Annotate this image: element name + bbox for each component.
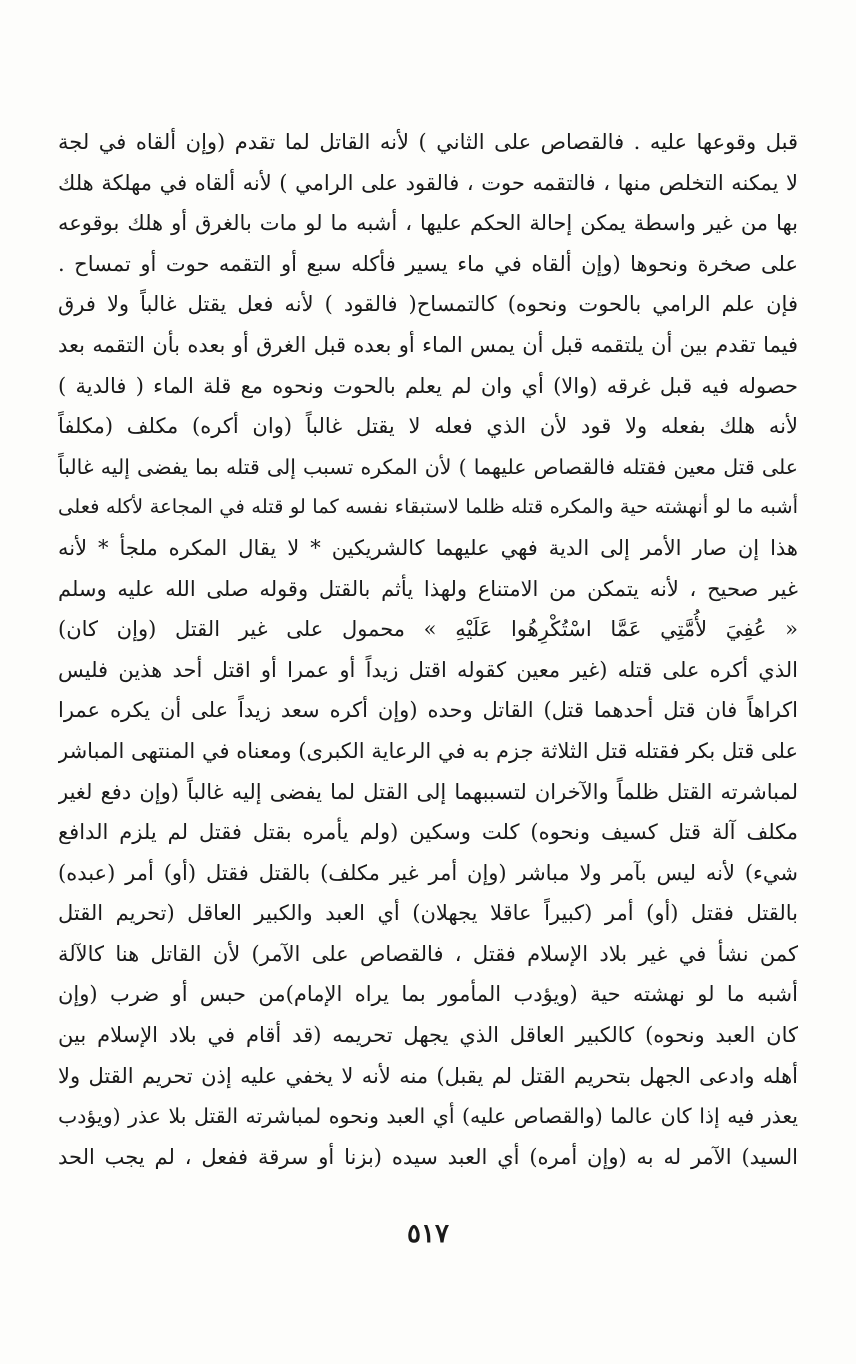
text-line: أشبه ما لو نهشته حية (ويؤدب المأمور بما يراه الإمام)من حبس أو ضرب (وإن [58, 982, 798, 1007]
text-line: على صخرة ونحوها (وإن ألقاه في ماء يسير فأكله سبع أو التقمه حوت أو تمساح . [58, 251, 798, 276]
text-line: أهله وادعى الجهل بتحريم القتل لم يقبل) منه لأنه لا يخفي عليه إذن تحريم القتل ولا [58, 1063, 798, 1088]
text-line: كمن نشأ في غير بلاد الإسلام فقتل ، فالقصاص على الآمر) لأن القاتل هنا كالآلة [58, 941, 798, 966]
text-line: كان العبد ونحوه) كالكبير العاقل الذي يجهل تحريمه (قد أقام في بلاد الإسلام بين [58, 1023, 798, 1048]
text-line: لمباشرته القتل ظلماً والآخران لتسببهما إلى القتل لما يفضى إليه غالباً (وإن دفع لغير [58, 779, 798, 804]
text-line: الذي أكره على قتله (غير معين كقوله اقتل زيداً أو عمرا أو اقتل أحد هذين فليس [58, 657, 798, 682]
text-line: على قتل معين فقتله فالقصاص عليهما ) لأن المكره تسبب إلى قتله بما يفضى إليه غالباً [58, 454, 798, 479]
text-line: هذا إن صار الأمر إلى الدية فهي عليهما كالشريكين * لا يقال المكره ملجأ * لأنه [58, 535, 798, 560]
text-line: لا يمكنه التخلص منها ، فالتقمه حوت ، فالقود على الرامي ) لأنه ألقاه في مهلكة هلك [58, 170, 798, 195]
text-line: اكراهاً فان قتل أحدهما قتل) القاتل وحده (وإن أكره سعد زيداً على أن يكره عمرا [58, 698, 798, 723]
text-line: لأنه هلك بفعله ولا قود لأن الذي فعله لا يقتل غالباً (وان أكره) مكلف (مكلفاً [58, 414, 798, 439]
text-line: أشبه ما لو أنهشته حية والمكره قتله ظلما لاستبقاء نفسه كما لو قتله في المجاعة لأكله فعلى [58, 495, 798, 519]
body-text [58, 122, 798, 1177]
text-line: غير صحيح ، لأنه يتمكن من الامتناع ولهذا يأثم بالقتل وقوله صلى الله عليه وسلم [58, 576, 798, 601]
text-line: فإن علم الرامي بالحوت ونحوه) كالتمساح( فالقود ) لأنه فعل يقتل غالباً ولا فرق [58, 292, 798, 317]
text-line: قبل وقوعها عليه . فالقصاص على الثاني ) لأنه القاتل لما تقدم (وإن ألقاه في لجة [58, 130, 798, 154]
text-line: مكلف آلة قتل كسيف ونحوه) كلت وسكين (ولم يأمره بقتل فقتل لم يلزم الدافع [58, 820, 798, 845]
text-line: بها من غير واسطة يمكن إحالة الحكم عليها ، أشبه ما لو مات بالغرق أو هلك بوقوعه [58, 211, 798, 236]
text-line: « عُفِيَ لأُمَّتِي عَمَّا اسْتُكْرِهُوا عَلَيْهِ » محمول على غير القتل (وإن كان) [58, 617, 798, 642]
text-line: يعذر فيه إذا كان عالما (والقصاص عليه) أي العبد ونحوه لمباشرته القتل بلا عذر (ويؤدب [58, 1104, 798, 1129]
page-number: ٥١٧ [407, 1219, 449, 1249]
text-line: السيد) الآمر له به (وإن أمره) أي العبد سيده (بزنا أو سرقة ففعل ، لم يجب الحد [58, 1144, 798, 1169]
text-line: بالقتل فقتل (أو) أمر (كبيراً عاقلا يجهلان) أي العبد والكبير العاقل (تحريم القتل [58, 901, 798, 926]
text-line: حصوله فيه قبل غرقه (والا) أي وان لم يعلم بالحوت ونحوه مع قلة الماء ( فالدية ) [58, 373, 798, 398]
text-line: فيما تقدم بين أن يلتقمه قبل أن يمس الماء أو بعده قبل الغرق أو بعده بأن التقمه بعد [58, 332, 798, 357]
text-line: شيء) لأنه ليس بآمر ولا مباشر (وإن أمر غير مكلف) بالقتل فقتل (أو) أمر (عبده) [58, 860, 798, 885]
text-line: على قتل بكر فقتله قتل الثلاثة جزم به في الرعاية الكبرى) ومعناه في المنتهى المباشر [58, 738, 798, 763]
